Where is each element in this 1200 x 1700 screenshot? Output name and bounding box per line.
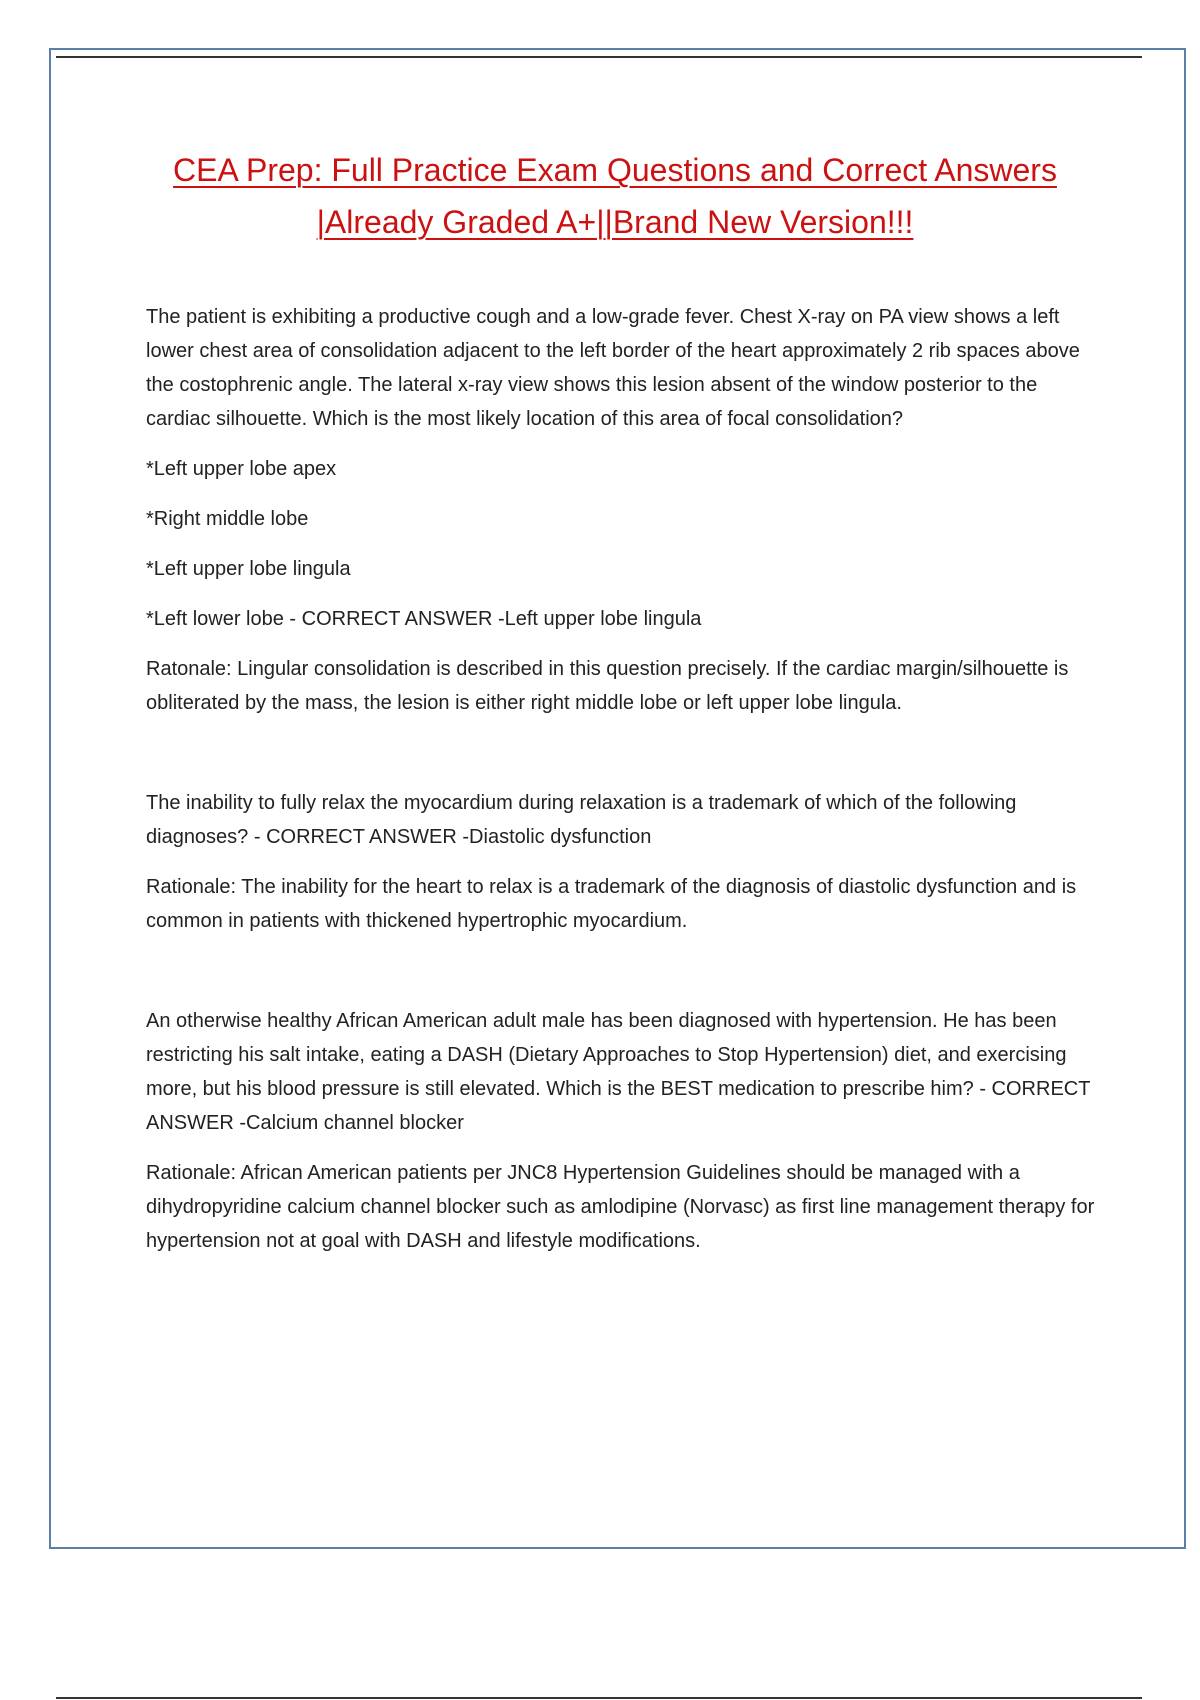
question-1-option: *Left lower lobe - CORRECT ANSWER -Left upper lobe lingula bbox=[146, 608, 702, 630]
title-line-2: |Already Graded A+||Brand New Version!!! bbox=[316, 204, 914, 240]
question-1-option: *Right middle lobe bbox=[146, 508, 309, 530]
section-gap bbox=[146, 954, 1106, 1004]
question-2-rationale: Rationale: The inability for the heart to relax is a trademark of the diagnosis of diastolic dysfunction and is common in patients with thickened hypertrophic myocardium. bbox=[146, 876, 1077, 932]
document-body bbox=[146, 300, 1106, 1274]
document-title bbox=[110, 144, 1120, 248]
question-1-rationale: Ratonale: Lingular consolidation is described in this question precisely. If the cardiac margin/silhouette is obliterated by the mass, the lesion is either right middle lobe or left upper lobe lingula. bbox=[146, 658, 1069, 714]
question-1-option: *Left upper lobe lingula bbox=[146, 558, 351, 580]
question-1-text: The patient is exhibiting a productive cough and a low-grade fever. Chest X-ray on PA view shows a left lower chest area of consolidation adjacent to the left border of the heart approximately 2 rib spaces above the costophrenic angle. The lateral x-ray view shows this lesion absent of the window posterior to the cardiac silhouette. Which is the most likely location of this area of focal consolidation? bbox=[146, 306, 1080, 430]
question-3-rationale: Rationale: African American patients per JNC8 Hypertension Guidelines should be managed with a dihydropyridine calcium channel blocker such as amlodipine (Norvasc) as first line management therapy for hypertension not at goal with DASH and lifestyle modifications. bbox=[146, 1162, 1095, 1252]
question-3-text: An otherwise healthy African American adult male has been diagnosed with hypertension. He has been restricting his salt intake, eating a DASH (Dietary Approaches to Stop Hypertension) diet, and exercising more, but his blood pressure is still elevated. Which is the BEST medication to prescribe him? - CORRECT ANSWER -Calcium channel blocker bbox=[146, 1010, 1091, 1134]
question-1-option: *Left upper lobe apex bbox=[146, 458, 337, 480]
title-line-1: CEA Prep: Full Practice Exam Questions and Correct Answers bbox=[173, 152, 1057, 188]
question-2-text: The inability to fully relax the myocardium during relaxation is a trademark of which of the following diagnoses? - CORRECT ANSWER -Diastolic dysfunction bbox=[146, 792, 1017, 848]
top-rule bbox=[56, 56, 1142, 58]
section-gap bbox=[146, 736, 1106, 786]
bottom-rule bbox=[56, 1697, 1142, 1699]
